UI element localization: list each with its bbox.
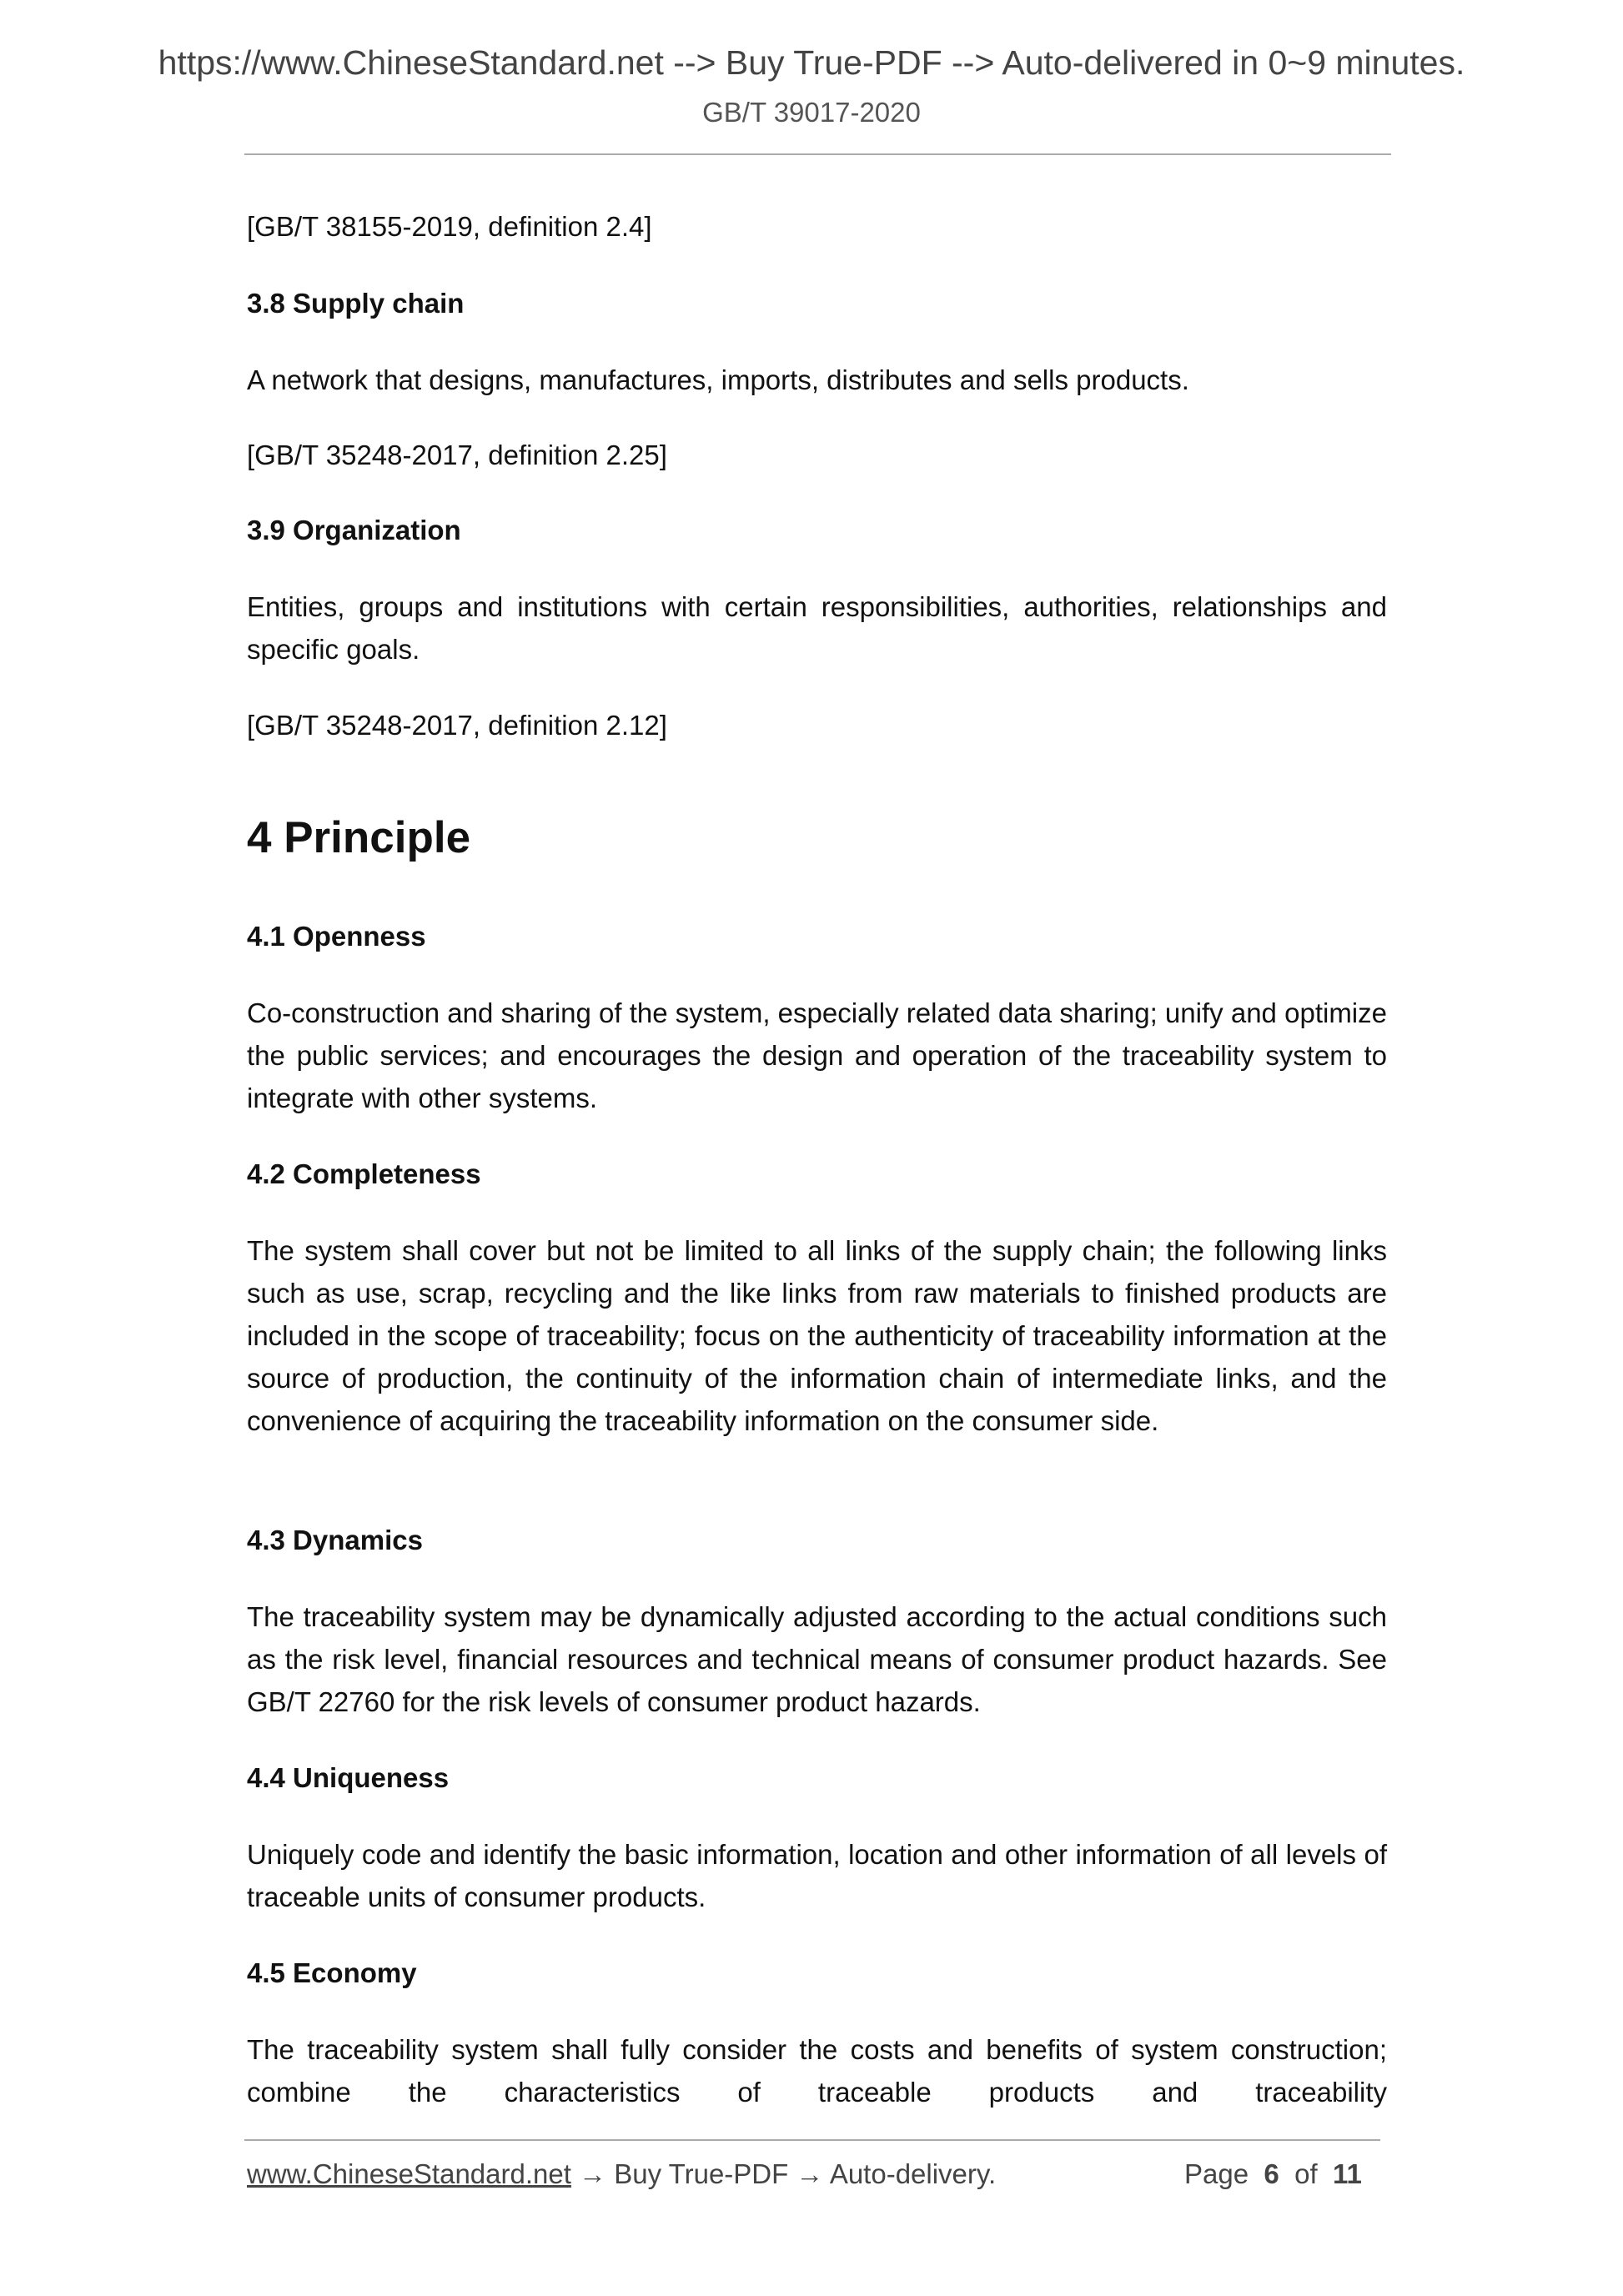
paragraph: The traceability system may be dynamically adjusted according to the actual conditions such as the risk level, financial resources and technical means of consumer product hazards. See GB/T 22760 for the risk levels of consumer product hazards.	[247, 1601, 1387, 1717]
section-heading-3-8: 3.8 Supply chain	[247, 288, 465, 319]
footer-tail: → Buy True-PDF → Auto-delivery.	[570, 2158, 997, 2189]
header-divider	[244, 153, 1391, 155]
section-heading-4-1: 4.1 Openness	[247, 921, 426, 952]
section-heading-3-9: 3.9 Organization	[247, 515, 461, 545]
footer-divider	[244, 2139, 1380, 2141]
section-heading-4-2: 4.2 Completeness	[247, 1158, 481, 1189]
section-heading-4-5: 4.5 Economy	[247, 1957, 417, 1988]
reference: [GB/T 35248-2017, definition 2.25]	[247, 440, 667, 470]
page-number: 6	[1264, 2158, 1279, 2189]
page-label: Page	[1184, 2158, 1249, 2189]
page-indicator	[1184, 2158, 1362, 2190]
paragraph: A network that designs, manufactures, imports, distributes and sells products.	[247, 364, 1189, 395]
document-id: GB/T 39017-2020	[702, 97, 921, 128]
footer-note	[247, 2158, 996, 2190]
section-heading-4-4: 4.4 Uniqueness	[247, 1762, 450, 1793]
paragraph: Entities, groups and institutions with certain responsibilities, authorities, relationships and specific goals.	[247, 591, 1387, 665]
reference: [GB/T 35248-2017, definition 2.12]	[247, 710, 667, 741]
header-banner: https://www.ChineseStandard.net --> Buy True-PDF --> Auto-delivered in 0~9 minutes.	[158, 43, 1465, 82]
footer-link[interactable]: www.ChineseStandard.net	[247, 2158, 571, 2189]
chapter-heading-4: 4 Principle	[247, 813, 471, 862]
paragraph: Co-construction and sharing of the system, especially related data sharing; unify and optimize the public services; and encourages the design and operation of the traceability system to integrate with other systems.	[247, 997, 1387, 1113]
page-total: 11	[1333, 2158, 1362, 2189]
section-heading-4-3: 4.3 Dynamics	[247, 1525, 423, 1555]
of-label: of	[1294, 2158, 1318, 2189]
paragraph: The traceability system shall fully consider the costs and benefits of system construction; combine the characteristics of traceable products and traceability	[247, 2034, 1387, 2108]
paragraph: The system shall cover but not be limited to all links of the supply chain; the following links such as use, scrap, recycling and the like links from raw materials to finished products are included in the scope of traceability; focus on the authenticity of traceability information at the source of production, the continuity of the information chain of intermediate links, and the convenience of acquiring the traceability information on the consumer side.	[247, 1235, 1387, 1436]
reference: [GB/T 38155-2019, definition 2.4]	[247, 211, 652, 242]
paragraph: Uniquely code and identify the basic information, location and other information of all levels of traceable units of consumer products.	[247, 1839, 1387, 1912]
